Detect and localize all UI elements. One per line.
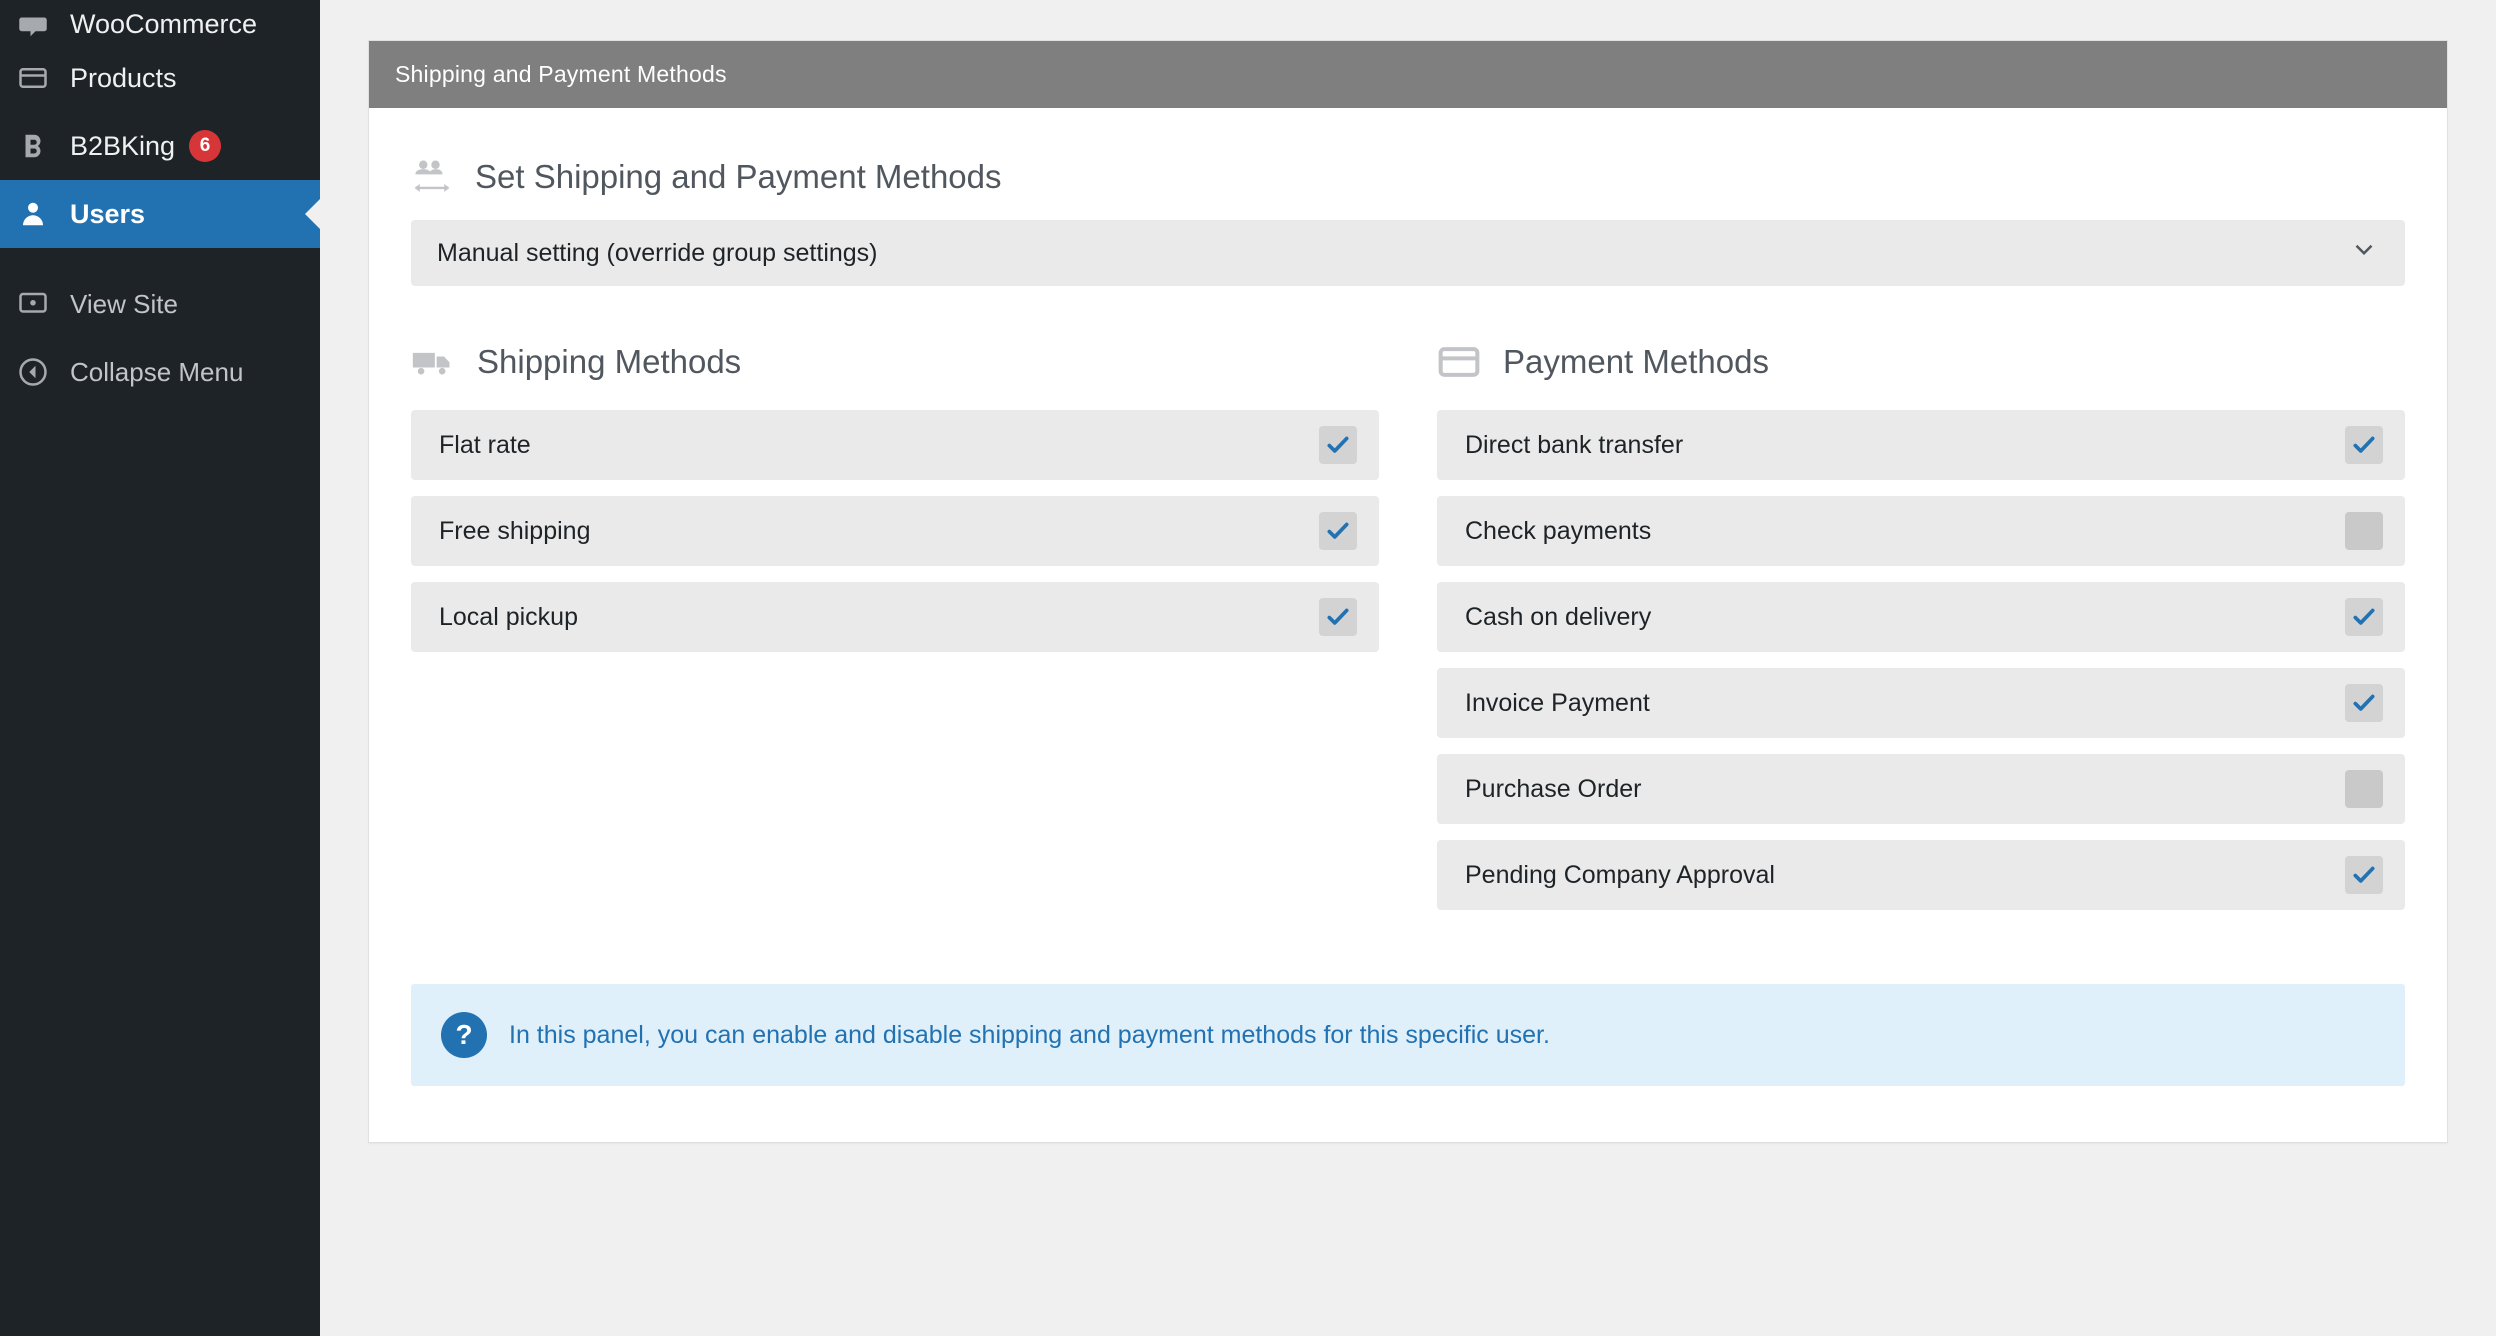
users-icon	[18, 199, 64, 229]
woocommerce-icon	[18, 10, 64, 40]
payment-method-checkbox[interactable]	[2345, 770, 2383, 808]
shipping-method-checkbox[interactable]	[1319, 512, 1357, 550]
payment-method-row[interactable]	[1437, 496, 2405, 566]
methods-columns	[411, 332, 2405, 926]
mode-select[interactable]	[411, 220, 2405, 286]
method-label: Invoice Payment	[1465, 688, 1650, 717]
sidebar-item-view-site[interactable]	[0, 270, 320, 338]
info-notice	[411, 984, 2405, 1086]
payment-method-checkbox[interactable]	[2345, 598, 2383, 636]
view-site-icon	[18, 289, 64, 319]
payment-method-checkbox[interactable]	[2345, 684, 2383, 722]
payment-method-checkbox[interactable]	[2345, 856, 2383, 894]
admin-sidebar	[0, 0, 320, 1336]
chevron-down-icon	[2349, 235, 2379, 272]
payment-title-label: Payment Methods	[1503, 343, 1769, 380]
shipping-heading	[411, 340, 1379, 384]
method-label: Flat rate	[439, 430, 531, 459]
sidebar-item-label: WooCommerce	[70, 9, 258, 39]
sidebar-item-label: Collapse Menu	[70, 356, 244, 387]
method-label: Purchase Order	[1465, 774, 1642, 803]
shipping-payment-panel	[368, 40, 2448, 1143]
method-label: Pending Company Approval	[1465, 860, 1775, 889]
shipping-method-checkbox[interactable]	[1319, 426, 1357, 464]
payment-method-checkbox[interactable]	[2345, 512, 2383, 550]
sidebar-item-label: Products	[70, 62, 177, 93]
payment-method-checkbox[interactable]	[2345, 426, 2383, 464]
truck-icon	[411, 340, 455, 384]
method-label: Direct bank transfer	[1465, 430, 1684, 459]
sidebar-divider	[0, 248, 320, 270]
credit-card-icon	[1437, 340, 1481, 384]
payment-method-row[interactable]	[1437, 754, 2405, 824]
method-label: Free shipping	[439, 516, 591, 545]
shipping-title-label: Shipping Methods	[477, 343, 742, 380]
sidebar-item-products[interactable]	[0, 44, 320, 112]
method-label: Check payments	[1465, 516, 1652, 545]
payment-method-row[interactable]	[1437, 840, 2405, 910]
method-label: Cash on delivery	[1465, 602, 1652, 631]
products-icon	[18, 63, 64, 93]
panel-body	[369, 108, 2447, 1142]
shipping-method-checkbox[interactable]	[1319, 598, 1357, 636]
shipping-method-row[interactable]	[411, 410, 1379, 480]
mode-select-value: Manual setting (override group settings)	[437, 238, 878, 267]
section-title-label: Set Shipping and Payment Methods	[475, 158, 1002, 195]
main-content	[320, 0, 2496, 1336]
sidebar-item-label: Users	[70, 198, 146, 229]
shipping-column	[411, 332, 1379, 926]
sidebar-item-users[interactable]	[0, 180, 320, 248]
shipping-method-row[interactable]	[411, 582, 1379, 652]
collapse-menu-icon	[18, 357, 64, 387]
status-badge: 6	[189, 130, 221, 162]
sidebar-item-label: View Site	[70, 288, 178, 319]
sidebar-item-collapse-menu[interactable]	[0, 338, 320, 406]
payment-method-row[interactable]	[1437, 410, 2405, 480]
payment-column	[1437, 332, 2405, 926]
payment-method-row[interactable]	[1437, 582, 2405, 652]
sidebar-item-b2bking[interactable]	[0, 112, 320, 180]
payment-heading	[1437, 340, 2405, 384]
b2bking-icon	[18, 131, 64, 161]
group-settings-icon	[411, 156, 453, 198]
info-notice-text: In this panel, you can enable and disable shipping and payment methods for this specific user.	[509, 1020, 1550, 1049]
help-icon: ?	[441, 1012, 487, 1058]
set-methods-heading	[411, 156, 2405, 198]
payment-method-row[interactable]	[1437, 668, 2405, 738]
method-label: Local pickup	[439, 602, 578, 631]
shipping-method-row[interactable]	[411, 496, 1379, 566]
panel-title: Shipping and Payment Methods	[369, 41, 2447, 108]
sidebar-item-label: B2BKing	[70, 130, 176, 161]
sidebar-item-woocommerce[interactable]	[0, 0, 320, 44]
